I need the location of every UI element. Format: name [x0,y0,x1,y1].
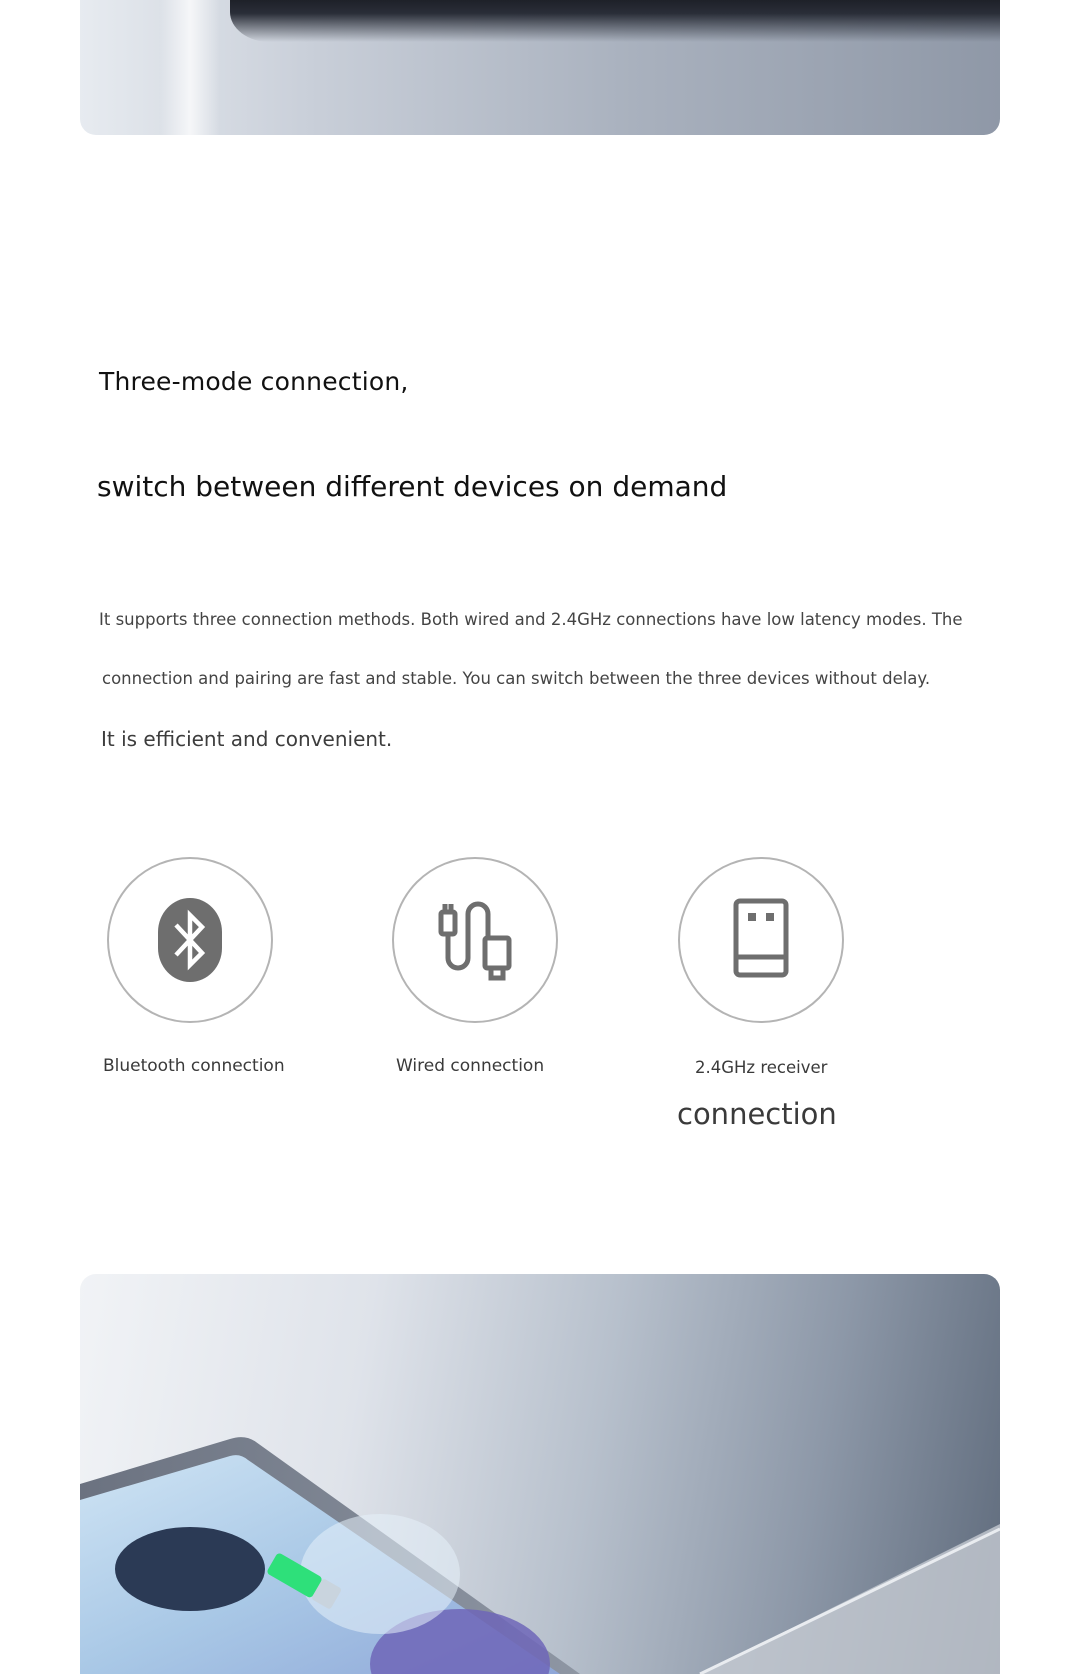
headline-line-2: switch between different devices on demand [97,470,728,503]
top-product-image [80,0,1000,135]
tablet-illustration [80,1274,1000,1674]
bottom-product-image [80,1274,1000,1674]
light-glare [160,0,220,135]
usb-cable-icon [433,898,517,982]
description-line-1: It supports three connection methods. Both wired and 2.4GHz connections have low latency modes. The [99,610,963,629]
receiver-mode-circle [678,857,844,1023]
receiver-label-line-2: connection [677,1097,837,1131]
headline-line-1: Three-mode connection, [99,367,409,396]
usb-receiver-icon [726,895,796,985]
wired-mode-circle [392,857,558,1023]
description-line-2: connection and pairing are fast and stable. You can switch between the three devices without delay. [102,669,931,688]
keyboard-edge-shading [230,0,1000,42]
description-line-3: It is efficient and convenient. [101,727,393,751]
bluetooth-mode-circle [107,857,273,1023]
bluetooth-label: Bluetooth connection [103,1056,285,1076]
wired-label: Wired connection [396,1056,545,1076]
bluetooth-icon [155,895,225,985]
receiver-label-line-1: 2.4GHz receiver [695,1058,828,1077]
